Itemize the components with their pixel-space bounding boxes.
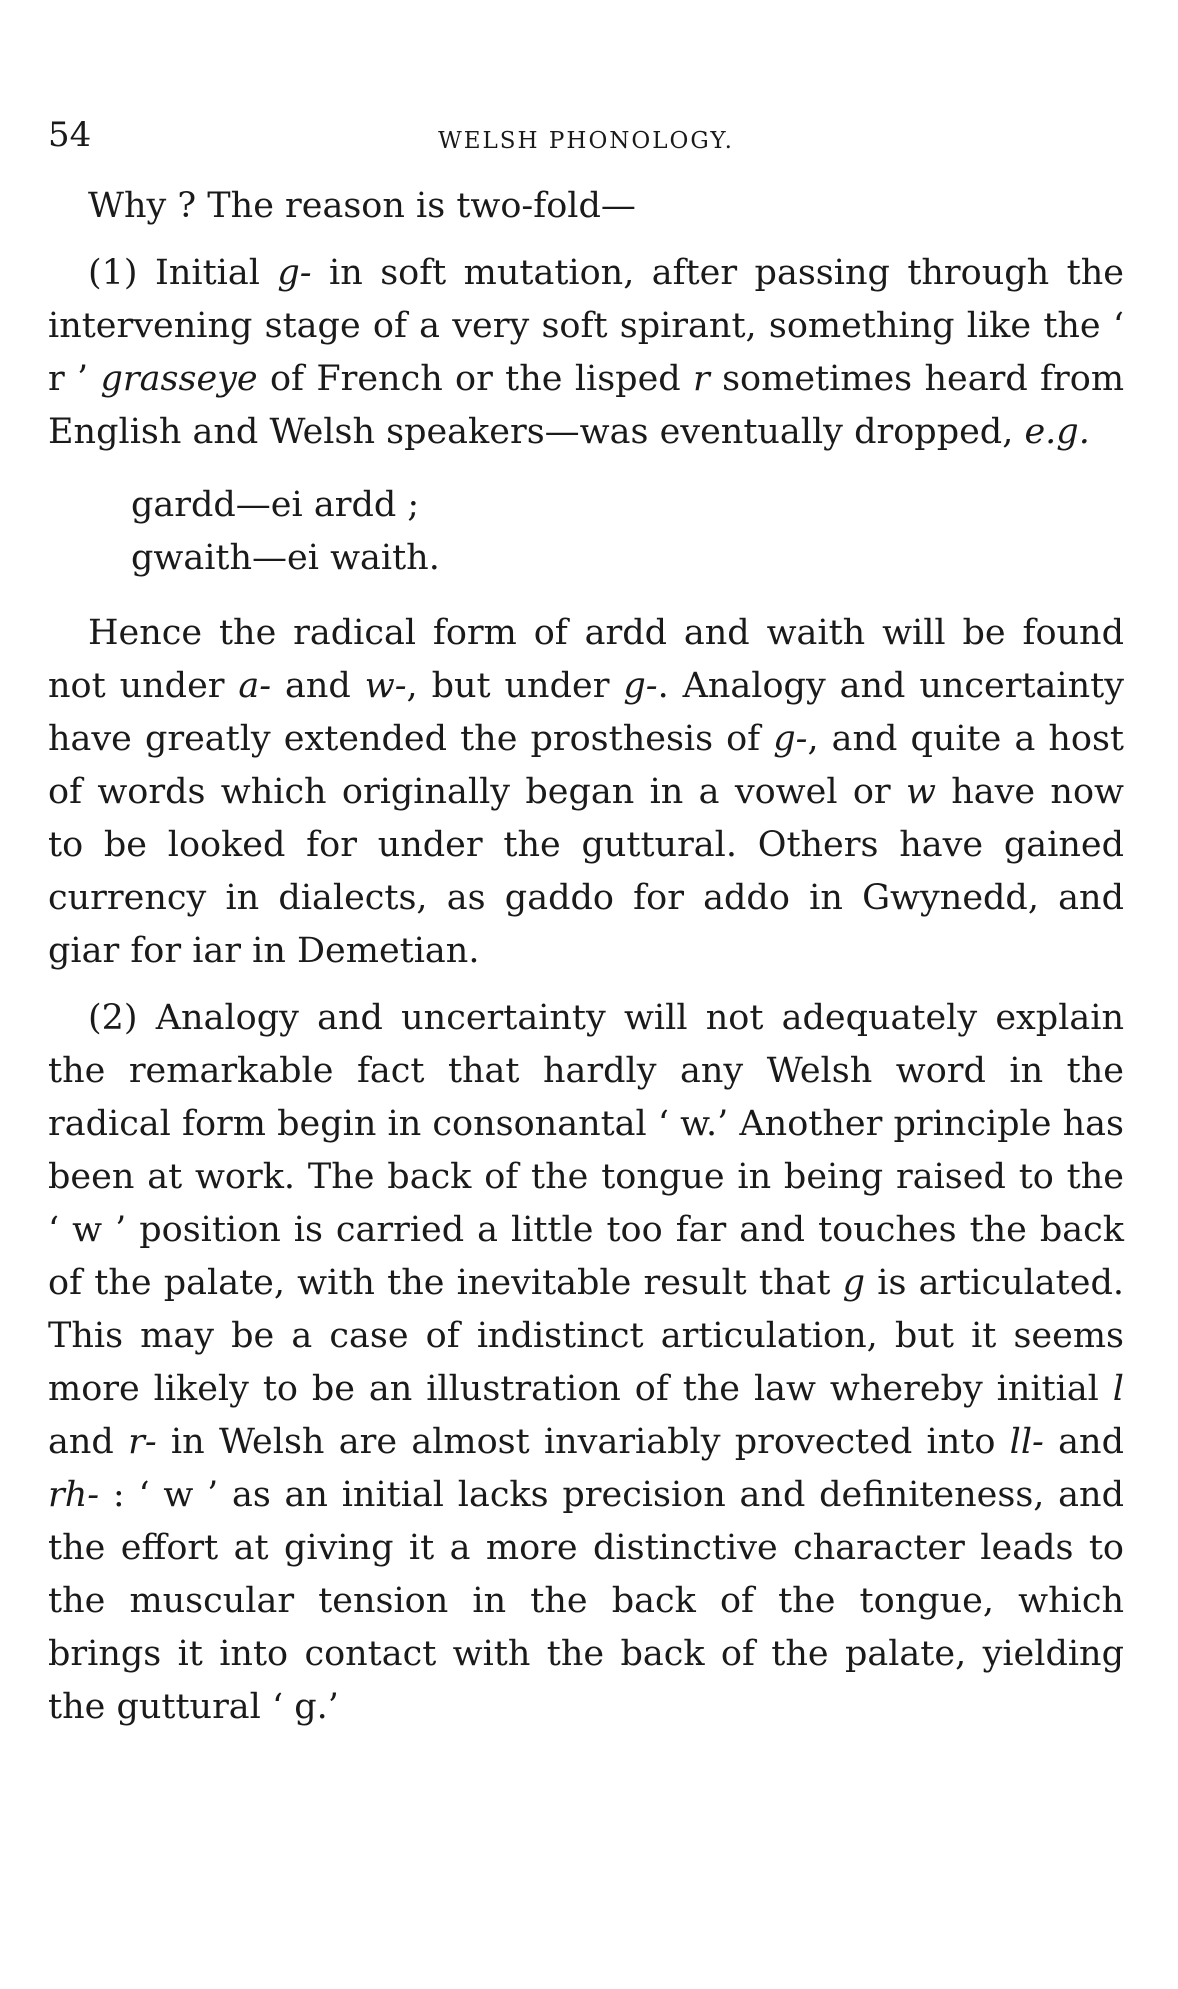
example-list (131, 479, 1124, 585)
italic-term: grasseye (100, 359, 258, 399)
text-run: in soft mutation, after passing through the intervening stage of a very soft spirant, something like the ‘ r ’ (48, 253, 1124, 399)
text-run: : ‘ w ’ as an initial lacks precision and definiteness, and the effort at giving it a more distinctive character leads to the muscular tension in the back of the tongue, which brings it into contact with the back of the palate, yielding the guttural ‘ g.’ (48, 1475, 1124, 1727)
italic-term: r- (128, 1422, 157, 1462)
text-run: sometimes heard from English and Welsh speakers—was eventually dropped, (48, 359, 1125, 452)
text-run: (2) Analogy and uncertainty will not adequately explain the remarkable fact that hardly any Welsh word in the radical form begin in consonantal ‘ w.’ Another principle has been at work. The back of the tongue in being raised to the ‘ w ’ position is carried a little too far and touches the back of the palate, with the inevitable result that (48, 998, 1124, 1303)
text-run: . Analogy and uncertainty have greatly extended the prosthesis of (48, 666, 1124, 759)
text-run: of French or the lisped (257, 359, 694, 399)
text-run: and (1043, 1422, 1124, 1462)
italic-term: w (905, 772, 936, 812)
example-line: gwaith—ei waith. (131, 538, 440, 578)
italic-term: ll- (1009, 1422, 1044, 1462)
text-run: is articulated. This may be a case of indistinct articulation, but it seems more likely to be an illustration of the law whereby initial (48, 1263, 1124, 1409)
italic-term: w- (364, 666, 407, 706)
italic-term: r (693, 359, 710, 399)
running-title: WELSH PHONOLOGY. (438, 128, 734, 154)
text-run: and (48, 1422, 129, 1462)
book-page (48, 115, 1125, 1734)
text-run: and (271, 666, 365, 706)
italic-term: g- (277, 253, 312, 293)
text-run: , but under (406, 666, 624, 706)
italic-term: g- (773, 719, 808, 759)
text-run: Hence the radical form of ardd and waith will be found not under (48, 613, 1124, 706)
text-run: have now to be looked for under the guttural. Others have gained currency in dialects, as gaddo for addo in Gwynedd, and giar for iar in Demetian. (48, 772, 1124, 971)
paragraph-point-1 (48, 247, 1124, 459)
italic-term: g- (623, 666, 658, 706)
page-number: 54 (48, 115, 92, 155)
intro-text: Why ? The reason is two-fold— (88, 186, 636, 226)
italic-term: rh- (48, 1475, 100, 1515)
text-run: in Welsh are almost invariably provected into (156, 1422, 1010, 1462)
italic-term: a- (238, 666, 272, 706)
paragraph-intro (48, 180, 1124, 233)
italic-term: e.g. (1024, 412, 1090, 452)
paragraph-hence (48, 607, 1124, 978)
italic-term: g (842, 1263, 866, 1303)
italic-term: l (1112, 1369, 1124, 1409)
example-line: gardd—ei ardd ; (131, 485, 420, 525)
text-run: , and quite a host of words which originally began in a vowel or (48, 719, 1125, 812)
page-header (48, 115, 1124, 170)
paragraph-point-2 (48, 992, 1124, 1734)
text-run: (1) Initial (88, 253, 278, 293)
